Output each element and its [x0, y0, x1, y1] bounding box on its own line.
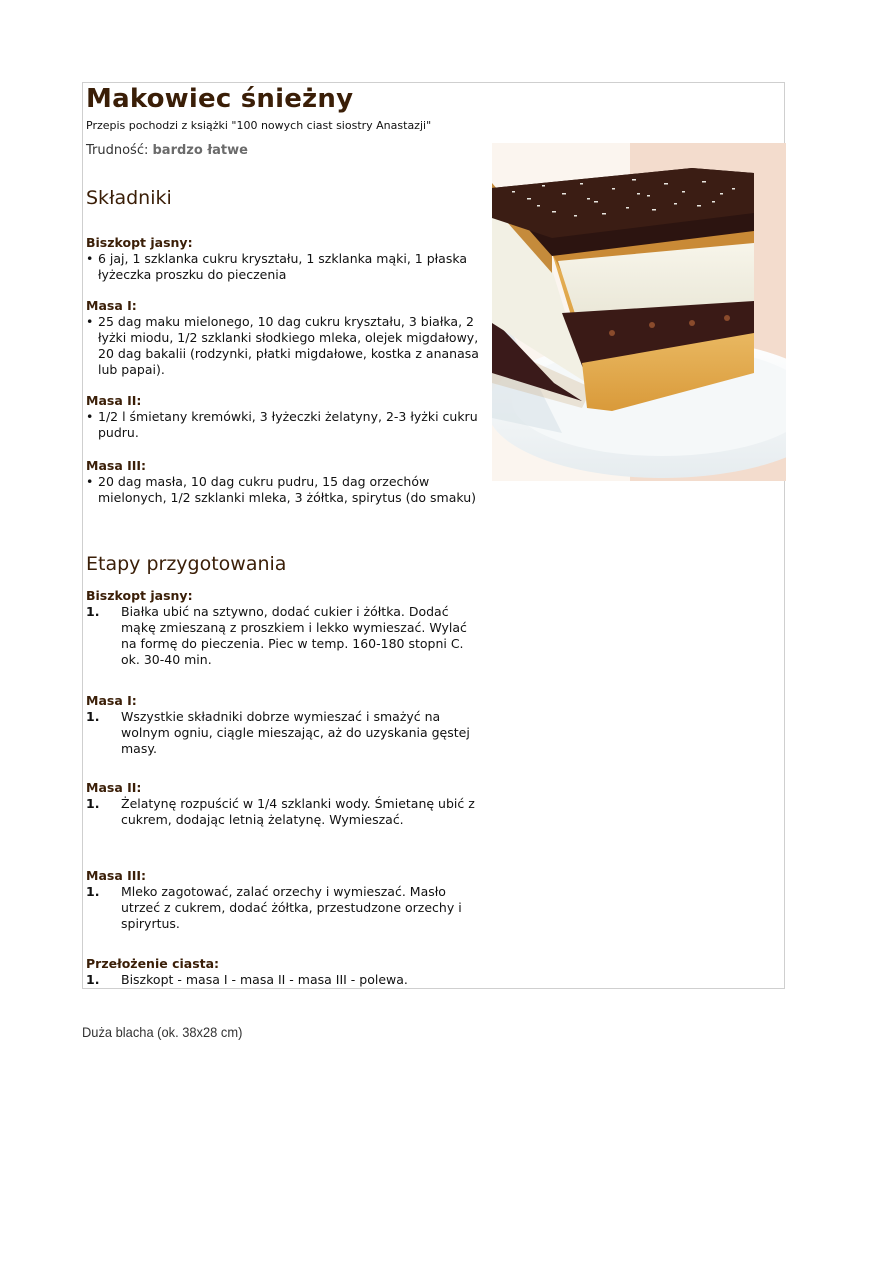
step-group-assembly	[86, 956, 481, 988]
step-item	[86, 972, 481, 988]
ingredient-group-masa-2	[86, 393, 481, 441]
ingredient-group-title: Masa I:	[86, 298, 137, 313]
step-group-masa-3	[86, 868, 481, 932]
step-group-masa-1	[86, 693, 481, 757]
step-number: 1.	[86, 796, 100, 811]
step-number: 1.	[86, 972, 100, 987]
ingredient-text: 6 jaj, 1 szklanka cukru kryształu, 1 szklanka mąki, 1 płaska łyżeczka proszku do pieczenia	[98, 251, 468, 282]
step-group-title: Masa III:	[86, 868, 147, 883]
ingredient-group-title: Masa III:	[86, 458, 147, 473]
ingredient-group-biszkopt	[86, 235, 481, 283]
step-item	[86, 796, 481, 828]
bullet-icon: •	[86, 409, 94, 424]
ingredient-text: 1/2 l śmietany kremówki, 3 łyżeczki żelatyny, 2-3 łyżki cukru pudru.	[98, 409, 478, 440]
ingredient-group-masa-1	[86, 298, 481, 378]
step-item	[86, 709, 481, 757]
step-text: Białka ubić na sztywno, dodać cukier i żółtka. Dodać mąkę zmieszaną z proszkiem i lekko wymieszać. Wylać na formę do pieczenia. Piec w temp. 160-180 stopni C. ok. 30-40 min.	[121, 604, 467, 667]
bullet-icon: •	[86, 474, 94, 489]
step-group-masa-2	[86, 780, 481, 828]
recipe-title: Makowiec śnieżny	[86, 84, 354, 114]
difficulty	[86, 143, 248, 158]
difficulty-value: bardzo łatwe	[152, 143, 248, 158]
step-text: Mleko zagotować, zalać orzechy i wymieszać. Masło utrzeć z cukrem, dodać żółtka, przestudzone orzechy i spiryrtus.	[121, 884, 462, 931]
ingredients-heading: Składniki	[86, 187, 172, 209]
steps-heading: Etapy przygotowania	[86, 553, 287, 575]
step-text: Żelatynę rozpuścić w 1/4 szklanki wody. Śmietanę ubić z cukrem, dodając letnią żelatynę. Wymieszać.	[121, 796, 475, 827]
step-number: 1.	[86, 604, 100, 619]
bullet-icon: •	[86, 251, 94, 266]
step-text: Biszkopt - masa I - masa II - masa III - polewa.	[121, 972, 408, 987]
step-item	[86, 884, 481, 932]
pan-size-note: Duża blacha (ok. 38x28 cm)	[82, 1024, 243, 1040]
ingredient-text: 25 dag maku mielonego, 10 dag cukru kryształu, 3 białka, 2 łyżki miodu, 1/2 szklanki słodkiego mleka, olejek migdałowy, 20 dag bakalii (rodzynki, płatki migdałowe, kostka z ananasa lub papai).	[98, 314, 479, 377]
step-group-biszkopt	[86, 588, 481, 668]
recipe-source: Przepis pochodzi z książki "100 nowych ciast siostry Anastazji"	[86, 119, 432, 132]
cake-illustration	[492, 143, 786, 481]
difficulty-label: Trudność:	[86, 143, 149, 158]
step-number: 1.	[86, 884, 100, 899]
ingredient-item	[86, 314, 481, 378]
step-group-title: Masa I:	[86, 693, 137, 708]
ingredient-text: 20 dag masła, 10 dag cukru pudru, 15 dag orzechów mielonych, 1/2 szklanki mleka, 3 żółtka, spirytus (do smaku)	[98, 474, 477, 505]
step-item	[86, 604, 481, 668]
step-group-title: Przełożenie ciasta:	[86, 956, 220, 971]
recipe-card	[82, 82, 785, 989]
step-number: 1.	[86, 709, 100, 724]
ingredient-item	[86, 251, 481, 283]
step-group-title: Masa II:	[86, 780, 142, 795]
ingredient-item	[86, 474, 481, 506]
ingredient-item	[86, 409, 481, 441]
cake-photo	[492, 143, 786, 481]
step-group-title: Biszkopt jasny:	[86, 588, 193, 603]
bullet-icon: •	[86, 314, 94, 329]
step-text: Wszystkie składniki dobrze wymieszać i smażyć na wolnym ogniu, ciągle mieszając, aż do uzyskania gęstej masy.	[121, 709, 470, 756]
ingredient-group-title: Masa II:	[86, 393, 142, 408]
ingredient-group-masa-3	[86, 458, 481, 506]
ingredient-group-title: Biszkopt jasny:	[86, 235, 193, 250]
